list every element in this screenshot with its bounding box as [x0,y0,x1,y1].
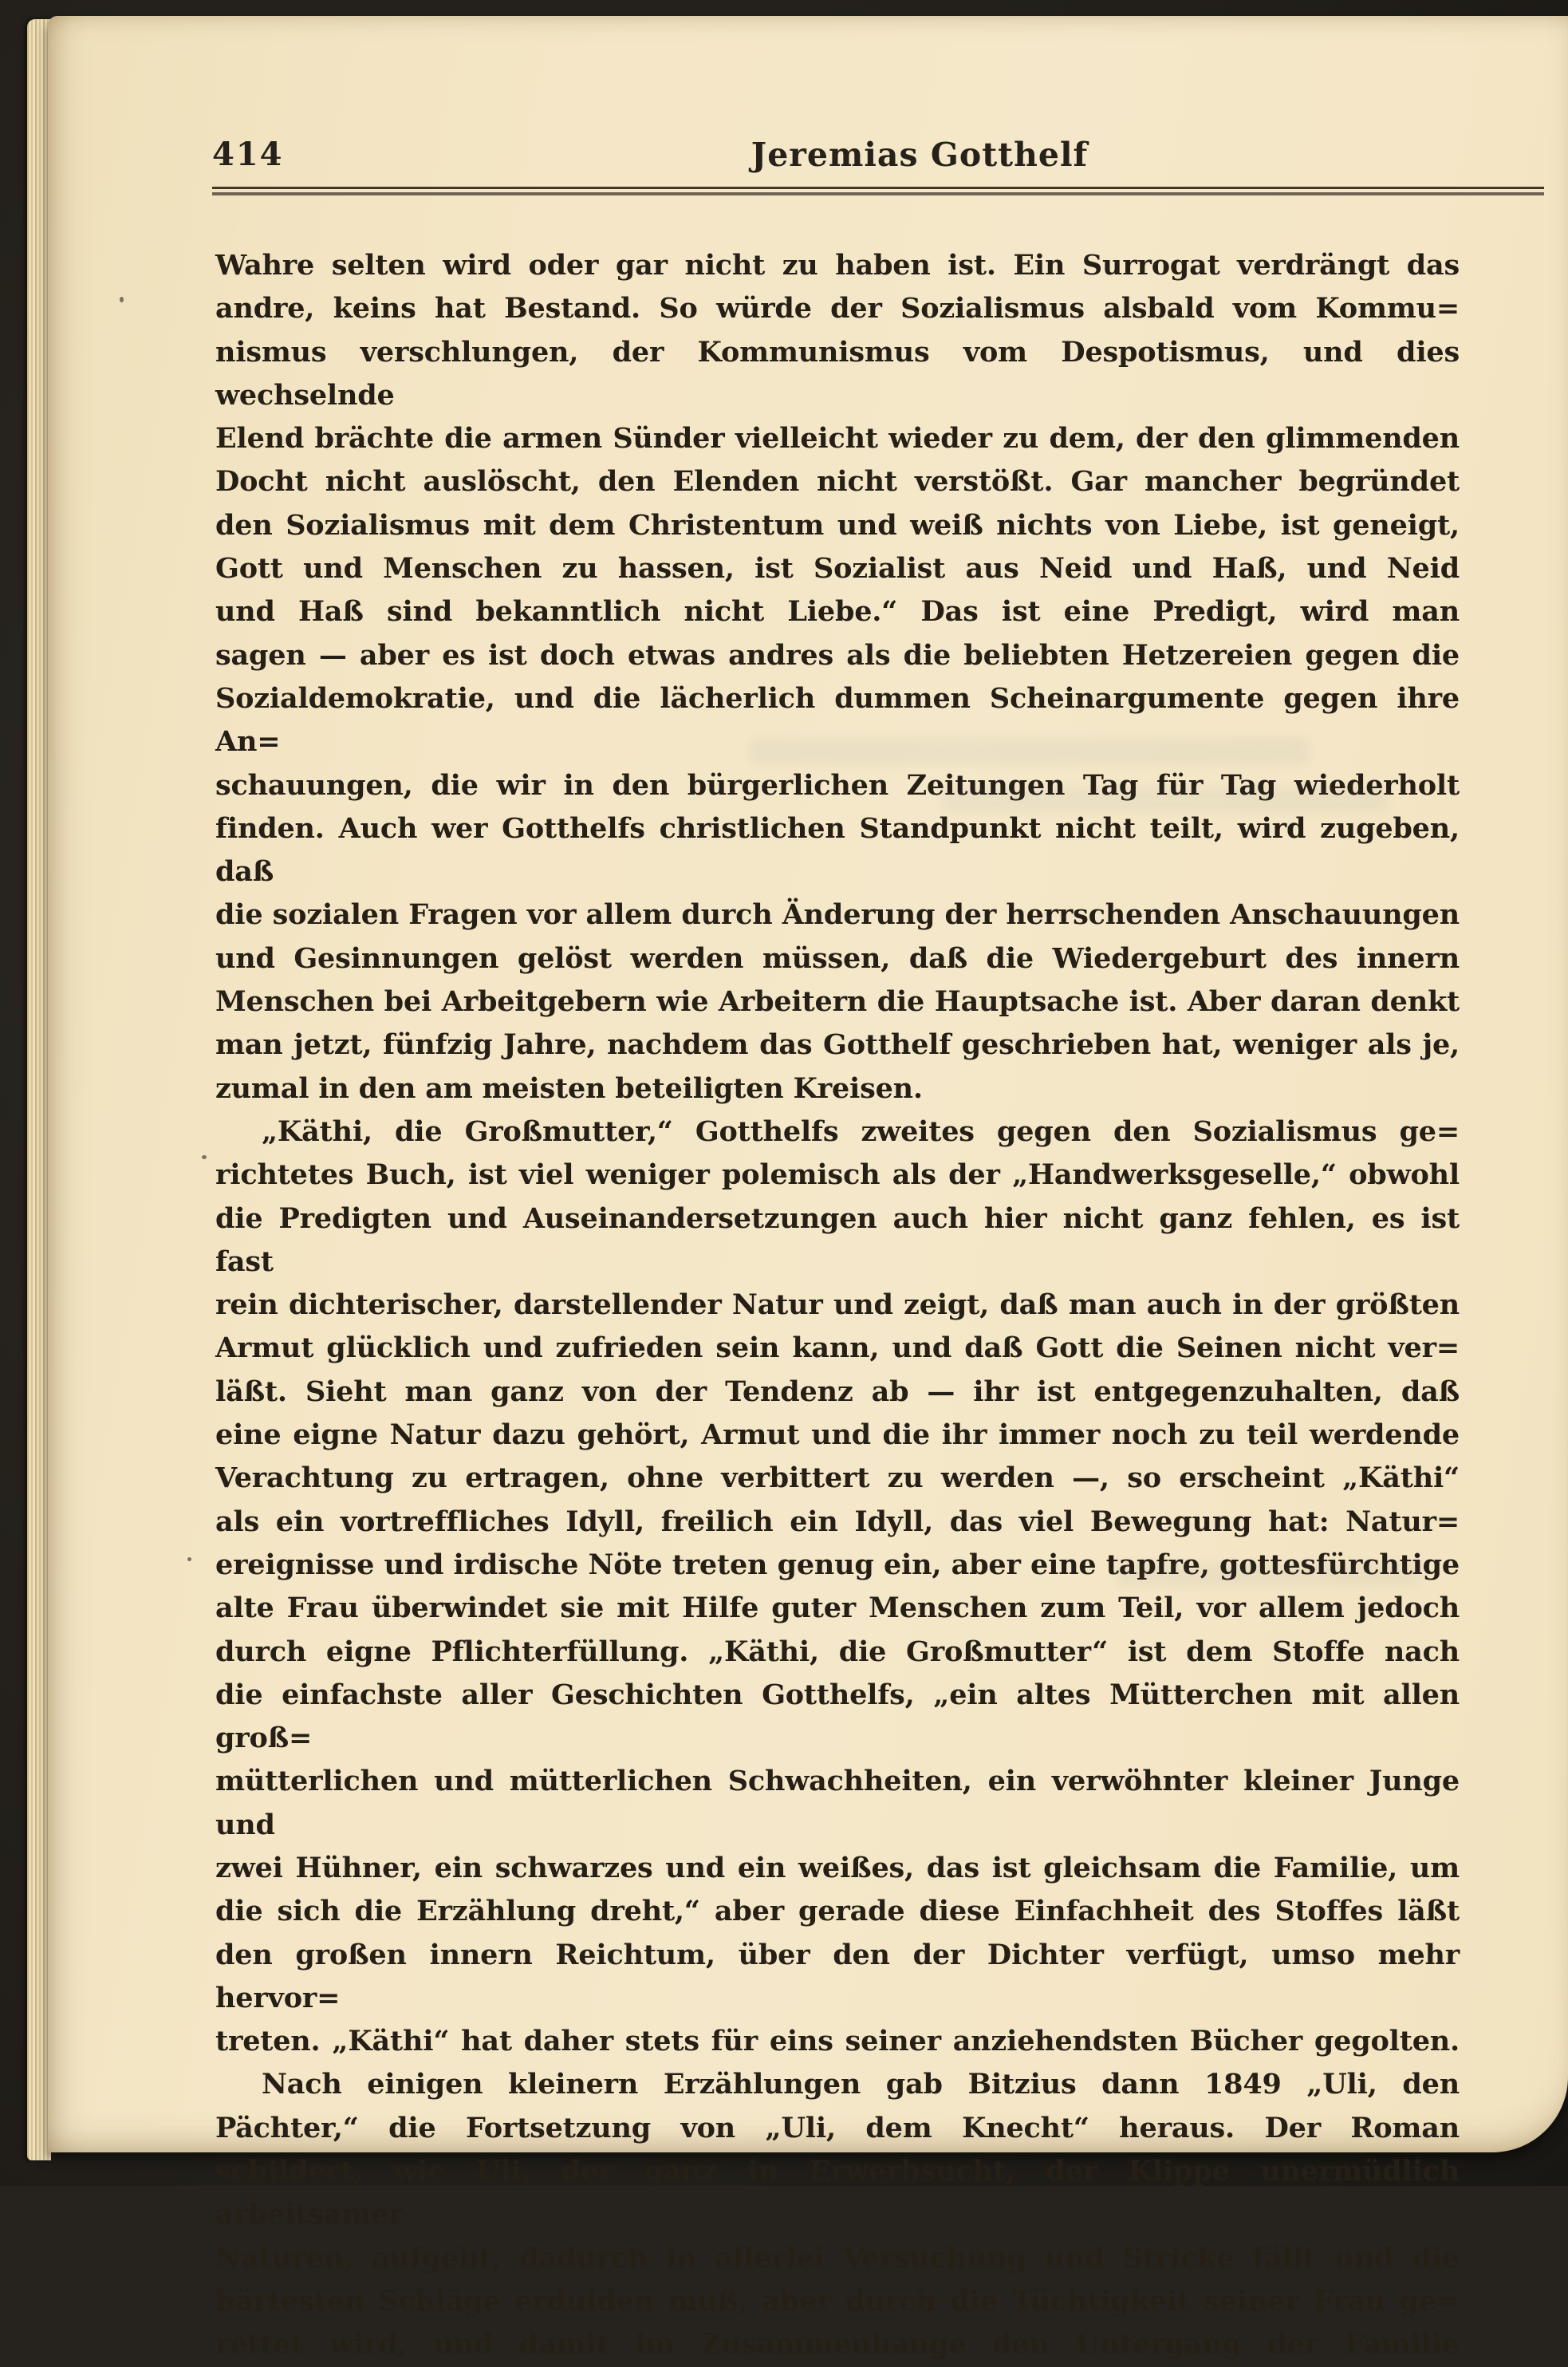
text-line: härtesten Schläge erdulden muß, aber durch die Tüchtigkeit seiner Frau ge= [215,2284,1460,2318]
text-line: durch eigne Pflichterfüllung. „Käthi, die Großmutter“ ist dem Stoffe nach [215,1635,1460,1668]
text-line: Armut glücklich und zufrieden sein kann, und daß Gott die Seinen nicht ver= [215,1331,1460,1365]
body-text [215,244,1460,2367]
text-line: Menschen bei Arbeitgebern wie Arbeitern die Hauptsache ist. Aber daran denkt [215,985,1460,1019]
text-line: Elend brächte die armen Sünder vielleicht wieder zu dem, der den glimmenden [215,422,1460,456]
header-rule [212,187,1544,195]
text-line: „Käthi, die Großmutter,“ Gotthelfs zweites gegen den Sozialismus ge= [262,1114,1460,1148]
text-line: die sozialen Fragen vor allem durch Änderung der herrschenden Anschauungen [215,898,1460,932]
text-line: sagen — aber es ist doch etwas andres als die beliebten Hetzereien gegen die [215,638,1460,672]
paper-speck [202,1155,207,1159]
text-line: andre, keins hat Bestand. So würde der Sozialismus alsbald vom Kommu= [215,292,1460,325]
text-line: rettet wird, und damit im Zusammenhange den Untergang der Familie [215,2328,1460,2361]
text-line: Sozialdemokratie, und die lächerlich dummen Scheinargumente gegen ihre An= [215,681,1460,759]
running-title: Jeremias Gotthelf [751,136,1089,174]
text-line: Wahre selten wird oder gar nicht zu haben ist. Ein Surrogat verdrängt das [215,249,1460,282]
text-line: den Sozialismus mit dem Christentum und weiß nichts von Liebe, ist geneigt, [215,508,1460,542]
text-line: zwei Hühner, ein schwarzes und ein weißes, das ist gleichsam die Familie, um [215,1851,1460,1884]
ink-bleedthrough [750,738,1308,765]
book-page [48,16,1568,2361]
text-line: schildert, wie Uli, der ganz in Erwerbsucht, der Klippe unermüdlich arbeitsamer [215,2155,1460,2231]
paper-speck [120,297,124,302]
text-line: alte Frau überwindet sie mit Hilfe guter Menschen zum Teil, vor allem jedoch [215,1592,1460,1625]
text-line: rein dichterischer, darstellender Natur und zeigt, daß man auch in der größten [215,1288,1460,1322]
text-line: mütterlichen und mütterlichen Schwachheiten, ein verwöhnter kleiner Junge und [215,1765,1460,1841]
text-line: die Predigten und Auseinandersetzungen auch hier nicht ganz fehlen, es ist fast [215,1201,1460,1278]
text-line: den großen innern Reichtum, über den der Dichter verfügt, umso mehr hervor= [215,1938,1460,2014]
text-line: und Haß sind bekanntlich nicht Liebe.“ Das ist eine Predigt, wird man [215,595,1460,629]
text-line: nismus verschlungen, der Kommunismus vom Despotismus, und dies wechselnde [215,335,1460,412]
text-line: Docht nicht auslöscht, den Elenden nicht verstößt. Gar mancher begründet [215,465,1460,499]
text-line: Naturen, aufgeht, dadurch in allerlei Versuchung und Stricke fällt und die [215,2241,1460,2274]
text-line: finden. Auch wer Gotthelfs christlichen Standpunkt nicht teilt, wird zugeben, daß [215,811,1460,889]
paper-speck [187,1557,191,1561]
text-line: als ein vortreffliches Idyll, freilich ein Idyll, das viel Bewegung hat: Natur= [215,1505,1460,1538]
ink-bleedthrough [1117,1564,1420,1586]
text-line: die sich die Erzählung dreht,“ aber gerade diese Einfachheit des Stoffes läßt [215,1895,1460,1928]
text-line: richtetes Buch, ist viel weniger polemisch als der „Handwerksgeselle,“ obwohl [215,1158,1460,1192]
text-line: Verachtung zu ertragen, ohne verbittert zu werden —, so erscheint „Käthi“ [215,1462,1460,1495]
text-line: eine eigne Natur dazu gehört, Armut und die ihr immer noch zu teil werdende [215,1418,1460,1452]
page-number: 414 [212,136,284,173]
text-line: läßt. Sieht man ganz von der Tendenz ab — ihr ist entgegenzuhalten, daß [215,1375,1460,1408]
text-line: zumal in den am meisten beteiligten Kreisen. [215,1071,923,1105]
ink-bleedthrough [941,788,1388,812]
text-line: Gott und Menschen zu hassen, ist Sozialist aus Neid und Haß, und Neid [215,552,1460,586]
text-line: die einfachste aller Geschichten Gotthelfs, „ein altes Mütterchen mit allen groß= [215,1678,1460,1755]
text-line: und Gesinnungen gelöst werden müssen, daß die Wiedergeburt des innern [215,941,1460,975]
text-line: Nach einigen kleinern Erzählungen gab Bitzius dann 1849 „Uli, den [262,2068,1460,2101]
text-line: Pächter,“ die Fortsetzung von „Uli, dem Knecht“ heraus. Der Roman [215,2111,1460,2144]
text-line: man jetzt, fünfzig Jahre, nachdem das Gotthelf geschrieben hat, weniger als je, [215,1028,1460,1062]
page-header [48,136,1568,185]
text-line: schauungen, die wir in den bürgerlichen Zeitungen Tag für Tag wiederholt [215,768,1460,802]
text-line: ereignisse und irdische Nöte treten genug ein, aber eine tapfre, gottesfürchtige [215,1548,1460,1581]
text-line: treten. „Käthi“ hat daher stets für eins seiner anziehendsten Bücher gegolten. [215,2025,1460,2058]
